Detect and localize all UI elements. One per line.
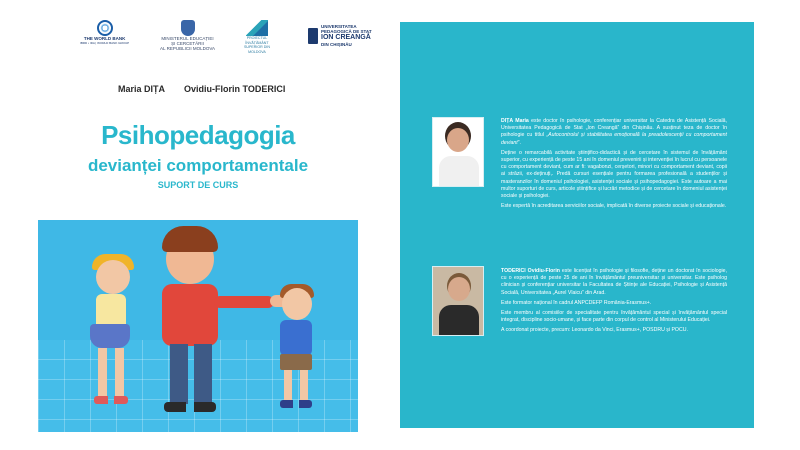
author-photo-toderici: [432, 266, 484, 336]
ministry-line2: ȘI CERCETĂRII: [171, 41, 204, 46]
mountain-icon: [246, 20, 268, 36]
bio-dita-paragraph-2: Deține o remarcabilă activitate științifico-didactică și de cercetare în sistemul de învățământ superior, cu experiență de peste 15 ani în domeniul prevenirii și intervenției în lucrul cu persoanele cu comportament deviant, cum ar fi: vagabonzi, cerșetori, minori cu comportament deviant, copii ai străzii, ex-deținuți,. Predă cursuri esențiale pentru formarea profesională a studenților și masteranzilor în domeniul psihologiei, asistenței sociale și psihopedagogiei. Este autoare a mai multor suporturi de curs, articole științifice și lucrări metodice și de cercetare în domeniul asistenței sociale și psihologiei.: [501, 149, 727, 200]
back-cover: [400, 22, 754, 428]
university-line2: PEDAGOGICĂ DE STAT: [321, 29, 372, 34]
bio-toderici-paragraph-1: [501, 268, 727, 297]
girl-skirt: [90, 324, 130, 348]
bio-dita-paragraph-1: [501, 118, 727, 147]
small-boy-body: [280, 320, 312, 356]
project-logo: [244, 20, 270, 54]
ministry-line3: AL REPUBLICII MOLDOVA: [160, 46, 216, 51]
project-line3: SUPERIOR DIN: [244, 45, 270, 49]
project-line1: PROIECTUL: [246, 36, 268, 40]
author-2: Ovidiu-Florin TODERICI: [184, 84, 286, 94]
front-cover: [36, 8, 372, 432]
university-line4: DIN CHIȘINĂU: [321, 42, 352, 47]
girl-legs: [98, 348, 124, 398]
bio-toderici: [501, 268, 727, 338]
bio-dita-thesis-title: Autocontrolul și stabilitatea emoțională la preadolescenții cu comportament deviant: [501, 132, 727, 146]
book-title-line2: devianței comportamentale: [87, 156, 309, 175]
boy-hair: [162, 226, 218, 252]
portrait-body: [439, 305, 479, 336]
bio-toderici-paragraph-3: Este membru al comisiilor de specialitate pentru învățământul special și învățământul special integrat, discipline socio-umane, și face parte din corpul de control al Ministerului Educației.: [501, 310, 727, 324]
bio-toderici-name: TODERICI Ovidiu-Florin: [501, 268, 560, 274]
university-line1: UNIVERSITATEA: [321, 24, 357, 29]
logo-bar: [76, 14, 372, 56]
bio-dita-paragraph-3: Este expertă în acreditarea serviciilor sociale, implicată în diverse proiecte sociale și educaționale.: [501, 203, 727, 210]
world-bank-tagline: IBRD • IDA | WORLD BANK GROUP: [80, 41, 130, 45]
boy-shoes: [164, 402, 216, 412]
bio-toderici-paragraph-2: Este formator național în cadrul ANPCDEFP România-Erasmus+.: [501, 299, 652, 306]
girl-head: [96, 260, 130, 294]
portrait-head: [447, 128, 469, 152]
book-title-line1: Psihopedagogia: [101, 120, 295, 150]
boy-pointing-arm: [214, 296, 274, 308]
university-line3: ION CREANGĂ: [321, 34, 371, 41]
coat-of-arms-icon: [181, 20, 195, 36]
cover-illustration: [38, 220, 358, 432]
bio-dita-text-1a: este doctor în psihologie, conferențiar universitar la Catedra de Asistență Socială, Universitatea Pedagogică de Stat „Ion Creangă” din Chișinău. A susținut teza de doctor în psihologie cu titlul „: [501, 118, 727, 139]
author-photo-dita: [432, 117, 484, 187]
world-bank-logo: [80, 20, 129, 46]
university-emblem-icon: [308, 28, 318, 44]
bio-dita-text-1b: ”.: [517, 139, 521, 146]
globe-icon: [97, 20, 113, 36]
boy-legs: [170, 344, 212, 404]
bio-dita-name: DIȚA Maria: [501, 118, 529, 124]
small-boy-legs: [284, 370, 308, 402]
author-1: Maria DIȚA: [118, 84, 166, 94]
small-boy-shorts: [280, 354, 312, 370]
bio-dita: [501, 118, 727, 213]
small-boy-shoes: [280, 400, 312, 408]
university-logo: [308, 24, 372, 47]
university-text: [321, 24, 372, 47]
portrait-body: [439, 156, 479, 187]
portrait-head: [448, 277, 470, 301]
small-boy-head: [282, 288, 312, 320]
bio-toderici-paragraph-4: A coordonat proiecte, precum: Leonardo da Vinci, Erasmus+, POSDRU și POCU.: [501, 327, 688, 334]
ministry-logo: [160, 20, 215, 51]
ministry-line1: MINISTERUL EDUCAȚIEI: [161, 36, 214, 41]
world-bank-name: THE WORLD BANK: [83, 36, 126, 41]
project-line4: MOLDOVA: [248, 49, 266, 54]
book-subtitle: SUPORT DE CURS: [157, 180, 239, 190]
project-line2: ÎNVĂȚĂMÂNT: [245, 40, 269, 45]
boy-body: [162, 284, 218, 346]
girl-shoes: [94, 396, 128, 404]
bio-toderici-text-1: este licențiat în psihologie și filosofie, deține un doctorat în sociologie, cu o experiență de peste 25 de ani în învățământul preuniversitar și universitar. Este psiholog clinician și conferențiar universitar la Facultatea de Științe ale Educației, Psihologie și Asistență Socială, Universitatea „Aurel Vlaicu” din Arad.: [501, 268, 727, 296]
